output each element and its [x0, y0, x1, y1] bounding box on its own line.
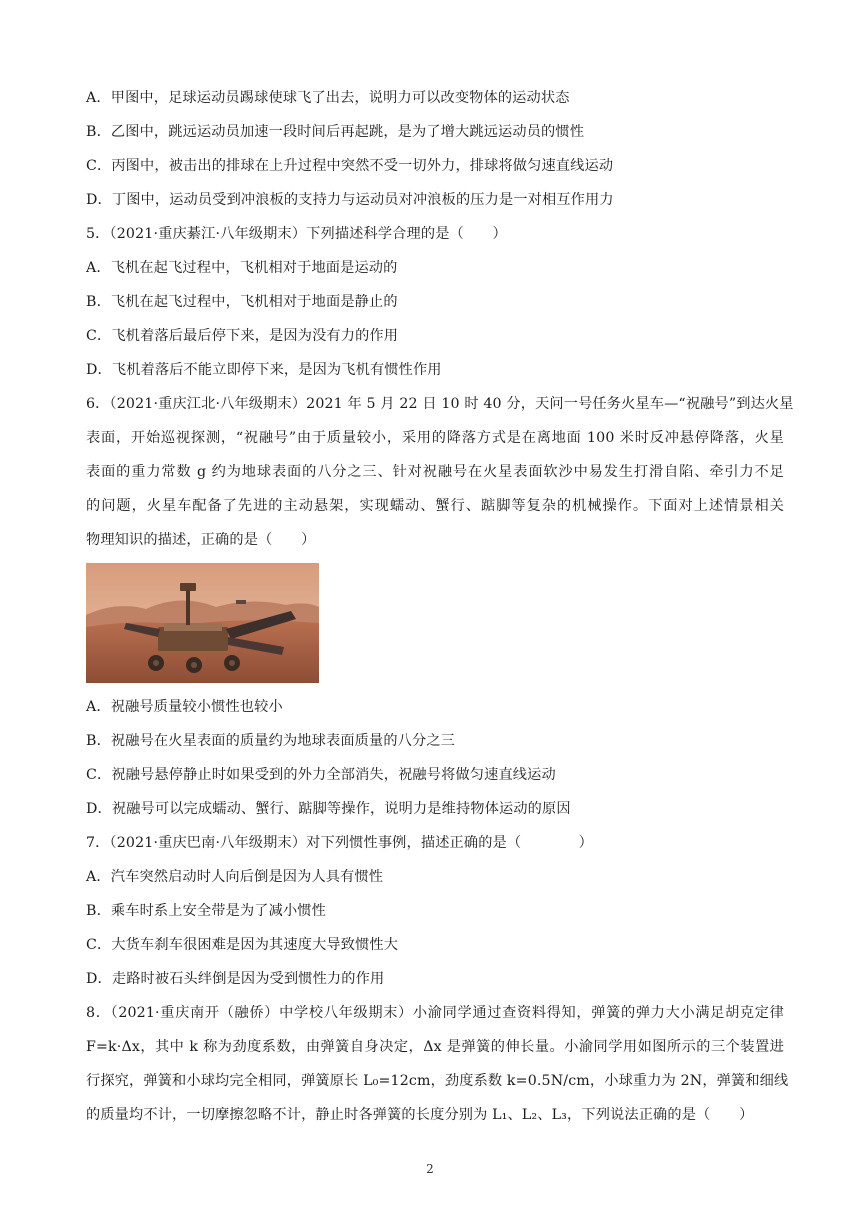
q7-option-b: B．乘车时系上安全带是为了减小惯性 [86, 903, 326, 919]
q6-option-c: C．祝融号悬停静止时如果受到的外力全部消失，祝融号将做匀速直线运动 [86, 767, 556, 783]
q7-option-c: C．大货车刹车很困难是因为其速度大导致惯性大 [86, 937, 399, 953]
q8-stem-line-4: 的质量均不计，一切摩擦忽略不计，静止时各弹簧的长度分别为 L₁、L₂、L₃，下列说法正确的是（ ） [86, 1107, 754, 1123]
q5-option-c: C．飞机着落后最后停下来，是因为没有力的作用 [86, 328, 399, 344]
q6-option-a: A．祝融号质量较小惯性也较小 [86, 699, 283, 715]
q5-option-d: D．飞机着落后不能立即停下来，是因为飞机有惯性作用 [86, 362, 442, 378]
q6-option-d: D．祝融号可以完成蠕动、蟹行、踮脚等操作，说明力是维持物体运动的原因 [86, 801, 571, 817]
q4-option-d: D．丁图中，运动员受到冲浪板的支持力与运动员对冲浪板的压力是一对相互作用力 [86, 192, 614, 208]
q6-stem-line-5: 物理知识的描述，正确的是（ ） [86, 532, 316, 548]
q6-stem-line-2: 表面，开始巡视探测，“祝融号”由于质量较小，采用的降落方式是在离地面 100 米时反冲悬停降落，火星 [86, 430, 784, 446]
q5-option-a: A．飞机在起飞过程中，飞机相对于地面是运动的 [86, 260, 398, 276]
page-number: 2 [426, 1162, 434, 1176]
q6-stem-line-4: 的问题，火星车配备了先进的主动悬架，实现蠕动、蟹行、踮脚等复杂的机械操作。下面对上述情景相关 [86, 498, 784, 514]
mars-rover-illustration [86, 563, 319, 683]
q5-stem: 5．（2021·重庆綦江·八年级期末）下列描述科学合理的是（ ） [86, 226, 507, 242]
q4-option-b: B．乙图中，跳远运动员加速一段时间后再起跳，是为了增大跳远运动员的惯性 [86, 124, 585, 140]
q8-stem-line-2: F=k·Δx，其中 k 称为劲度系数，由弹簧自身决定，Δx 是弹簧的伸长量。小渝同学用如图所示的三个装置进 [86, 1039, 784, 1055]
q8-stem-line-3: 行探究，弹簧和小球均完全相同，弹簧原长 L₀=12cm，劲度系数 k=0.5N/cm，小球重力为 2N，弹簧和细线 [86, 1073, 789, 1089]
q5-option-b: B．飞机在起飞过程中，飞机相对于地面是静止的 [86, 294, 398, 310]
q6-stem-line-3: 表面的重力常数 g 约为地球表面的八分之三、针对祝融号在火星表面软沙中易发生打滑自陷、牵引力不足 [86, 464, 784, 480]
mars-rover-image [86, 563, 319, 683]
q6-option-b: B．祝融号在火星表面的质量约为地球表面质量的八分之三 [86, 733, 456, 749]
q4-option-c: C．丙图中，被击出的排球在上升过程中突然不受一切外力，排球将做匀速直线运动 [86, 158, 614, 174]
q7-option-a: A．汽车突然启动时人向后倒是因为人具有惯性 [86, 869, 384, 885]
q7-stem: 7．（2021·重庆巴南·八年级期末）对下列惯性事例，描述正确的是（ ） [86, 835, 593, 851]
q7-option-d: D．走路时被石头绊倒是因为受到惯性力的作用 [86, 971, 385, 987]
q6-stem-line-1: 6．（2021·重庆江北·八年级期末）2021 年 5 月 22 日 10 时 40 分，天问一号任务火星车—“祝融号”到达火星 [86, 396, 794, 412]
q8-stem-line-1: 8．（2021·重庆南开（融侨）中学校八年级期末）小渝同学通过查资料得知，弹簧的弹力大小满足胡克定律 [86, 1005, 784, 1021]
q4-option-a: A．甲图中，足球运动员踢球使球飞了出去，说明力可以改变物体的运动状态 [86, 90, 570, 106]
